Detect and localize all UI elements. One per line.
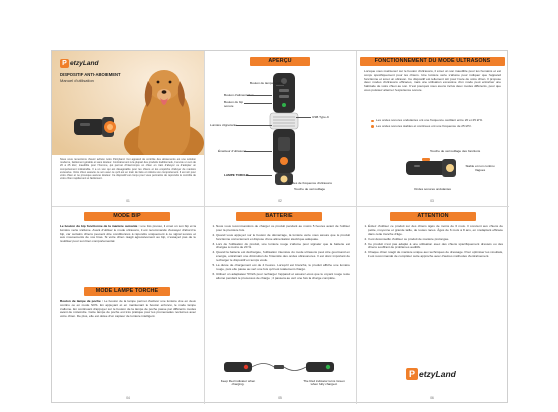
label-bouton-lampe: Bouton de lampe torche (250, 81, 283, 85)
charging-illustration (222, 356, 338, 378)
cover-logo (60, 59, 99, 68)
leader-line (246, 175, 272, 176)
label-stable (460, 165, 500, 172)
bip-header: MODE BIP (84, 212, 170, 221)
batterie-panel (204, 206, 356, 404)
label-lumiere: Lumière clignotante (210, 123, 238, 127)
ultrasons-intro: Lorsque vous maintenez sur le bouton d'ultrasons, il émet un son inaudible pour les humains et est conçu spécifiquement pour les chiens. Une lumière verte s'allume pour indiquer que l'appareil fonctionne et émet un ultrason. Ce dispositif est tellement sûr pour l'ouïe de votre chien. Il propose deux modes d'ultrasons efficaces, mais une utilisation excessive d'un mode peut entraîner une habitude de votre chien au son. C'est pourquoi nous avons inclus deux modes différents, pour que vous puissiez alterner l'expérience sonore. (364, 69, 501, 92)
caption-green: The Red indicator turns Green when fully charged. (303, 379, 345, 387)
label-modes: Modes de fréquence d'ultrasons (288, 181, 332, 185)
label-stable-text: Stable et non continu (465, 164, 495, 168)
batterie-item: 5. La durée de chargement est de 4 heures. Lorsqu'il est branché, le produit affiche une lumière rouge, puis elle passe au vert une fois qu'il est totalement chargé. (216, 264, 350, 272)
attention-item: 4. Chaque chien réagit de manière unique aux techniques de dressage. Pour optimiser les résultats, il est recommandé de compléter cette approche avec d'autres méthodes d'entraînement. (368, 251, 503, 259)
batterie-item: 4. Quand la batterie est déchargée, l'utilisation intensive du mode ultrasons peut être gourmand en énergie, entraînant une diminution de l'intensité des ondes ultrasonores. Il est donc important de recharger le dispositif en temps voulu. (216, 251, 350, 262)
apercu-header: APERÇU (250, 57, 310, 66)
page-number: 03 (430, 199, 434, 203)
leader-line (236, 125, 272, 126)
page-number: 01 (126, 199, 130, 203)
attention-list (362, 225, 503, 260)
batterie-header: BATTERIE (236, 212, 322, 221)
bip-torche-panel (52, 206, 204, 404)
caption-red: Keep Red indicator when charging. (220, 379, 256, 387)
page-number: 02 (278, 199, 282, 203)
torche-text-body: Le bouton de la lampe permet d'activer une lumière vive en deux continu ou en mode SOS. En appuyant et en maintenant le bouton enfoncé, le mode lampe s'allume. En continuant d'appuyer sur le bouton de la lampe de poche passe par différents modes avant de s'éteindre. Cette lampe de poche est très pratique pour les promenades nocturnes avec votre chien. De plus, elle est dotée d'un capteur de lumière intelligent. (60, 299, 196, 319)
cover-subtitle: Manuel d'utilisation (60, 78, 94, 83)
attention-item: 1. Évitez d'utiliser ce produit sur des chiens âgés de moins de 6 mois. Il convient aux chiens de petite, moyenne et grande taille, de toutes races. Âgés de 6 mois à 8 ans, en s'adaptant efficace dans cette tranche d'âge. (368, 225, 503, 236)
page-number: 05 (278, 396, 282, 400)
ultrasons-bullets (370, 119, 506, 131)
leader-line (276, 85, 284, 86)
label-bouton-bip: Bouton du bip sonore (224, 100, 244, 108)
logo-mark: P (60, 59, 69, 68)
attention-header: ATTENTION (390, 212, 476, 221)
attention-item: 2. Il est déconseillé d'utiliser ce produit de manière prolongée. (368, 238, 503, 242)
bullet-item: Les ondes sonores ondulantes ont une fréquence oscillant entre 20 et 25 kHz. (376, 119, 506, 123)
ultrasons-header: FONCTIONNEMENT DU MODE ULTRASONS (360, 57, 505, 66)
label-vagues-text: Vagues (474, 167, 486, 172)
attention-item: 3. Ce produit n'est pas adapté à une utilisation avec des chiens spécifiquement dressés ou des chiens souffrant de problèmes auditifs. (368, 243, 503, 251)
cover-panel (52, 51, 204, 206)
label-bouton-alimentation: Bouton d'alimentation (224, 93, 254, 97)
label-verrouillage: Touche de verrouillage (294, 187, 326, 191)
device-diagram (264, 71, 304, 189)
leader-line (244, 151, 272, 152)
logo-text: etzyLand (419, 369, 456, 379)
bip-text-body: une fois pressé, il émet un son bip et la lumière verte s'allume. Avant d'utiliser le mode ultrasons, il est recommandé d'essayer d'abord le bip, car certains chiens peuvent être conditionnés à répondre uniquement à ce signal sonore et aux mouvements de vos bras. Si votre chien réagit agressivement au bip, n'essayez pas de le réutiliser pour son bien comportemental. (60, 224, 196, 244)
footer-logo (406, 368, 456, 380)
device-illustration (72, 111, 118, 141)
label-emetteur: Émetteur d'ultrasons (218, 149, 247, 153)
torche-header: MODE LAMPE TORCHE (84, 287, 170, 296)
batterie-list (210, 225, 350, 281)
batterie-item: 3. Lors de l'utilisation du produit, une lumière rouge s'allume pour signaler que la batterie est chargée à moins de 20 %. (216, 243, 350, 251)
label-verrouillage-fonctions: Touche de verrouillage des fonctions (430, 149, 481, 153)
page-number: 06 (430, 396, 434, 400)
logo-text: etzyLand (70, 60, 99, 67)
attention-panel (356, 206, 509, 404)
logo-mark: P (406, 368, 418, 380)
cover-body: Nous vous remercions d'avoir acheté notre Pétzyland. Cet appareil de contrôle des aboiements est une solution moderne, facilement gérable et sans douleur. Contrairement à la plupart des produits traditionnels, il envoie un son de 20 à 25 kHz, inaudible pour l'homme, qui permet d'interrompre un chien en train d'aboyer ou d'adopter un comportement indésirable. Il a un son qui est désagréable pour les chiens et les empêche d'aboyer de manière excessive. Votre chien associe ce son avec ce qu'il est en train de faire et réduira son comportement. Il est sûr pour votre chien et ne provoque aucune douleur. Ce dispositif est conçu pour vous permettre de reprendre le contrôle de votre chien rapidement et facilement. (60, 158, 196, 181)
torche-text-lead: Bouton de lampe de poche : (60, 299, 103, 303)
cover-title: DISPOSITIF ANTI-ABOIEMENT (60, 72, 121, 77)
leader-line (244, 103, 272, 104)
bip-text-lead: Le bouton du bip fonctionne de la manière suivante : (60, 224, 140, 228)
torche-text (60, 300, 196, 319)
apercu-panel (204, 51, 356, 206)
leader-line (247, 95, 272, 96)
bip-text (60, 225, 196, 244)
page-number: 04 (126, 396, 130, 400)
batterie-item: 2. Quand vous appuyez sur le bouton de démarrage, la lumière verte vous assure que le produit fonctionne correctement et dispose d'une alimentation électrique adéquate. (216, 234, 350, 242)
batterie-item: 1. Nous vous recommandons de charger ce produit pendant au moins 5 heures avant de l'utiliser pour la première fois. (216, 225, 350, 233)
device-side-view (404, 155, 460, 181)
label-lampe: LAMPE TORCHE (224, 173, 249, 177)
label-ondes: Ondes sonores ondulantes (414, 187, 451, 191)
manual-sheet (51, 50, 508, 403)
leader-line (296, 117, 311, 118)
batterie-item: 6. Utilisez un adaptateur 5V/2A pour recharger l'appareil et assurez-vous que le voyant rouge reste allumé pendant le processus de charge ; il passera au vert une fois la charge complète. (216, 273, 350, 281)
label-usb: USB Type-C (312, 115, 330, 119)
ultrasons-panel (356, 51, 509, 206)
bullet-item: Les ondes sonores stables et continues ont une fréquence de 25 kHz. (376, 125, 506, 129)
